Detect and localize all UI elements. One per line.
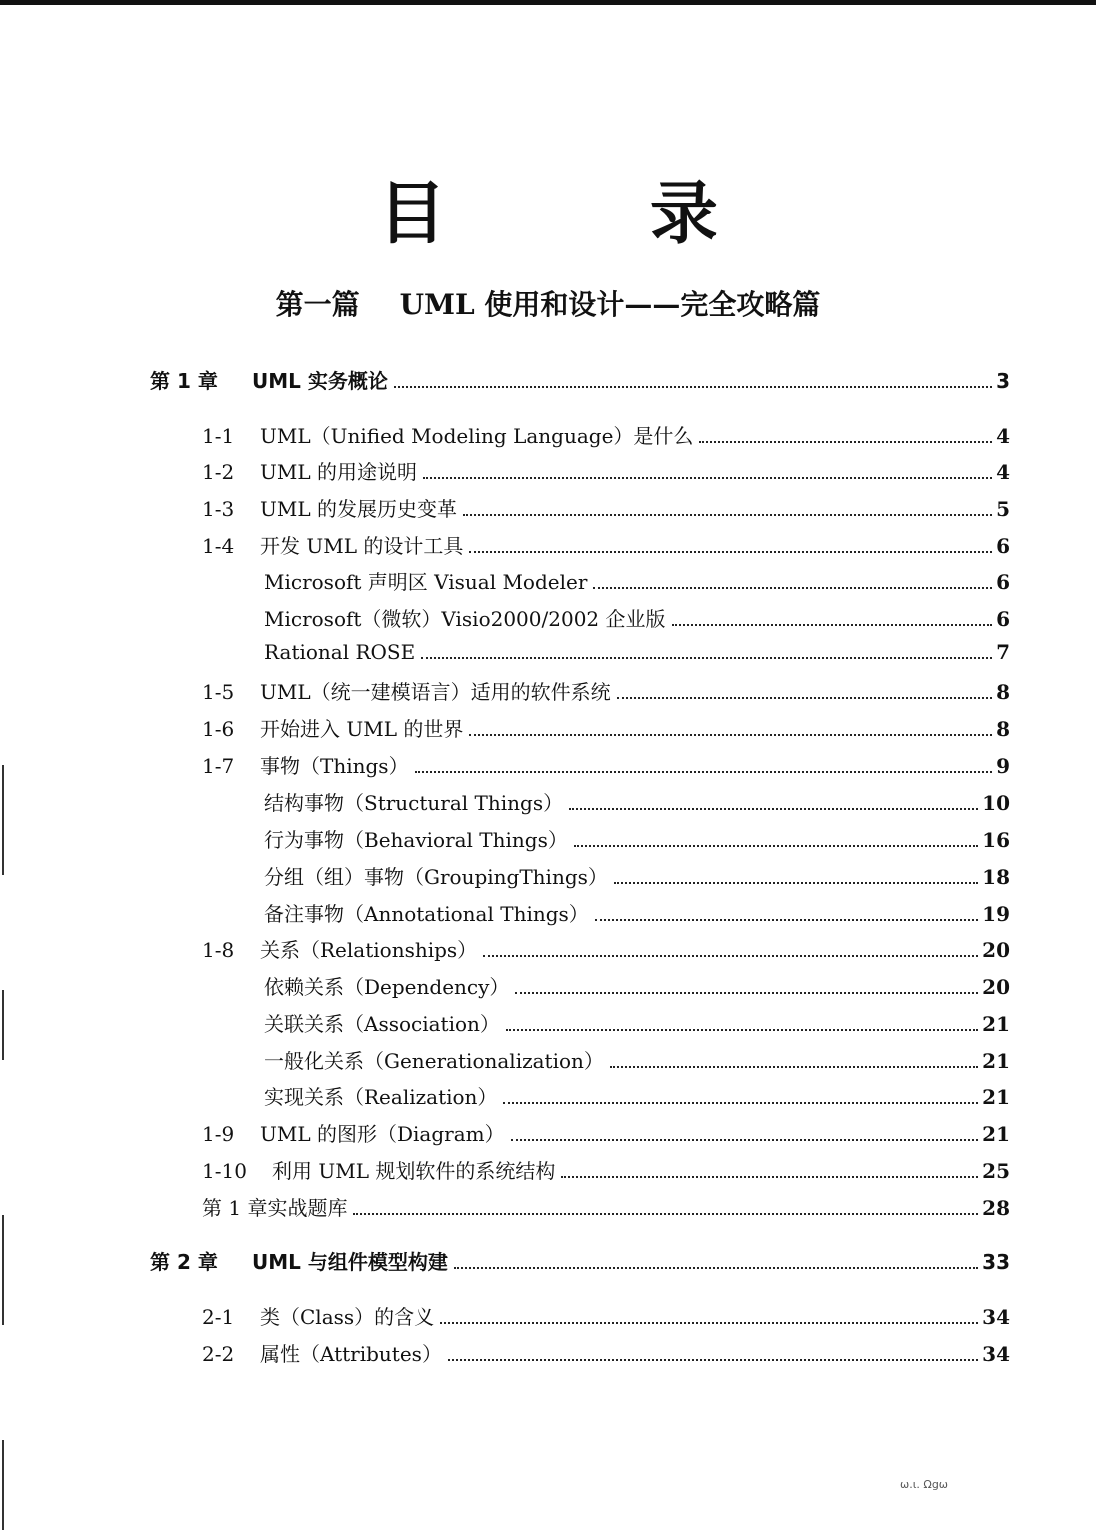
- toc-dot-leader: [440, 1322, 978, 1324]
- scan-artifact-line: [2, 765, 4, 875]
- toc-entry-title: 利用 UML 规划软件的系统结构: [272, 1159, 556, 1183]
- toc-entry-title: UML（统一建模语言）适用的软件系统: [260, 680, 611, 704]
- toc-entry-page: 34: [982, 1305, 1010, 1329]
- toc-entry-title: 备注事物（Annotational Things）: [264, 902, 589, 926]
- toc-entry-title: 实现关系（Realization）: [264, 1085, 498, 1109]
- toc-dot-leader: [469, 734, 992, 736]
- toc-entry: [150, 365, 1010, 394]
- toc-dot-leader: [593, 587, 992, 589]
- page-title: 目 录: [378, 175, 808, 254]
- toc-dot-leader: [503, 1102, 978, 1104]
- footer-scan-mark: ω.ι. Ωgω: [900, 1478, 949, 1491]
- toc-entry: [264, 566, 1010, 595]
- toc-dot-leader: [672, 624, 993, 626]
- toc-entry: [264, 787, 1010, 816]
- toc-entry-page: 20: [982, 975, 1010, 999]
- toc-entry-number: 1-2: [202, 460, 235, 484]
- toc-entry-number: 第 1 章: [150, 369, 218, 393]
- toc-dot-leader: [423, 477, 992, 479]
- toc-entry-page: 20: [982, 938, 1010, 962]
- toc-entry-title: UML 的发展历史变革: [260, 497, 457, 521]
- toc-entry-title: 开发 UML 的设计工具: [260, 534, 464, 558]
- toc-entry: [202, 676, 1010, 705]
- toc-entry-title: 关系（Relationships）: [260, 938, 478, 962]
- toc-dot-leader: [353, 1213, 978, 1215]
- toc-entry: [202, 750, 1010, 779]
- toc-entry: [202, 713, 1010, 742]
- toc-entry-title: 属性（Attributes）: [260, 1342, 442, 1366]
- toc-entry: [150, 1246, 1010, 1275]
- toc-entry-title: 事物（Things）: [260, 754, 409, 778]
- toc-entry-page: 8: [996, 680, 1010, 704]
- toc-entry-number: 1-9: [202, 1122, 235, 1146]
- toc-entry-page: 21: [982, 1049, 1010, 1073]
- toc-entry-title: 关联关系（Association）: [264, 1012, 500, 1036]
- toc-entry: [202, 456, 1010, 485]
- toc-dot-leader: [421, 657, 992, 659]
- toc-entry-page: 7: [996, 640, 1010, 664]
- toc-entry: [264, 971, 1010, 1000]
- toc-entry: [202, 493, 1010, 522]
- toc-entry-page: 19: [982, 902, 1010, 926]
- toc-dot-leader: [394, 386, 992, 388]
- toc-entry-title: 类（Class）的含义: [260, 1305, 435, 1329]
- toc-entry-page: 6: [996, 570, 1010, 594]
- toc-entry-number: 1-10: [202, 1159, 247, 1183]
- toc-dot-leader: [463, 514, 992, 516]
- toc-dot-leader: [469, 551, 992, 553]
- toc-entry-number: 1-7: [202, 754, 235, 778]
- toc-entry-page: 33: [982, 1250, 1010, 1274]
- toc-entry-title: 第 1 章实战题库: [202, 1196, 348, 1220]
- toc-entry: [202, 530, 1010, 559]
- toc-dot-leader: [561, 1176, 978, 1178]
- toc-dot-leader: [483, 955, 978, 957]
- toc-entry-title: 一般化关系（Generationalization）: [264, 1049, 604, 1073]
- toc-entry-number: 2-2: [202, 1342, 235, 1366]
- toc-entry: [202, 420, 1010, 449]
- toc-entry-number: 1-3: [202, 497, 235, 521]
- toc-dot-leader: [614, 882, 978, 884]
- toc-entry-page: 16: [982, 828, 1010, 852]
- scan-artifact-line: [2, 1440, 4, 1530]
- toc-entry-number: 2-1: [202, 1305, 235, 1329]
- toc-entry: [264, 1081, 1010, 1110]
- toc-entry-title: UML 的图形（Diagram）: [260, 1122, 505, 1146]
- toc-entry-page: 6: [996, 534, 1010, 558]
- toc-entry: [202, 1118, 1010, 1147]
- toc-entry-page: 21: [982, 1085, 1010, 1109]
- toc-dot-leader: [506, 1029, 978, 1031]
- part-label: 第一篇: [275, 288, 360, 321]
- toc-entry-title: 开始进入 UML 的世界: [260, 717, 464, 741]
- toc-dot-leader: [448, 1359, 978, 1361]
- toc-entry-page: 21: [982, 1012, 1010, 1036]
- toc-entry-title: UML 与组件模型构建: [252, 1250, 448, 1274]
- part-heading: [0, 283, 1096, 323]
- toc-entry-number: 1-1: [202, 424, 235, 448]
- toc-entry-number: 1-8: [202, 938, 235, 962]
- toc-entry-page: 9: [996, 754, 1010, 778]
- toc-entry-title: Rational ROSE: [264, 640, 416, 664]
- toc-dot-leader: [574, 845, 978, 847]
- toc-entry-title: Microsoft（微软）Visio2000/2002 企业版: [264, 607, 666, 631]
- scan-artifact-line: [2, 990, 4, 1060]
- toc-entry: [202, 1301, 1010, 1330]
- toc-entry-page: 6: [996, 607, 1010, 631]
- toc-entry-title: Microsoft 声明区 Visual Modeler: [264, 570, 588, 594]
- top-border-rule: [0, 0, 1096, 5]
- toc-entry-title: 分组（组）事物（GroupingThings）: [264, 865, 608, 889]
- toc-dot-leader: [617, 697, 992, 699]
- toc-entry: [264, 824, 1010, 853]
- toc-dot-leader: [699, 441, 992, 443]
- toc-entry-title: 行为事物（Behavioral Things）: [264, 828, 568, 852]
- toc-entry-page: 25: [982, 1159, 1010, 1183]
- toc-entry-title: UML 的用途说明: [260, 460, 417, 484]
- toc-entry: [202, 1192, 1010, 1221]
- toc-entry-title: 依赖关系（Dependency）: [264, 975, 510, 999]
- toc-entry-page: 4: [996, 460, 1010, 484]
- toc-entry: [202, 934, 1010, 963]
- toc-dot-leader: [515, 992, 978, 994]
- toc-entry-page: 8: [996, 717, 1010, 741]
- toc-dot-leader: [610, 1066, 978, 1068]
- toc-entry-page: 10: [982, 791, 1010, 815]
- toc-dot-leader: [595, 919, 978, 921]
- toc-entry: [202, 1155, 1010, 1184]
- toc-entry: [264, 1008, 1010, 1037]
- toc-entry-number: 1-5: [202, 680, 235, 704]
- toc-entry-number: 1-4: [202, 534, 235, 558]
- toc-entry-page: 21: [982, 1122, 1010, 1146]
- toc-entry: [202, 1338, 1010, 1367]
- toc-entry: [264, 861, 1010, 890]
- toc-entry: [264, 603, 1010, 632]
- scan-artifact-line: [2, 1215, 4, 1325]
- toc-dot-leader: [415, 771, 993, 773]
- toc-entry: [264, 640, 1010, 664]
- toc-dot-leader: [569, 808, 978, 810]
- toc-entry: [264, 1045, 1010, 1074]
- toc-entry: [264, 898, 1010, 927]
- toc-dot-leader: [454, 1267, 978, 1269]
- toc-entry-page: 28: [982, 1196, 1010, 1220]
- part-title-text: UML 使用和设计——完全攻略篇: [399, 288, 821, 321]
- toc-entry-page: 5: [996, 497, 1010, 521]
- toc-entry-title: 结构事物（Structural Things）: [264, 791, 564, 815]
- toc-entry-title: UML 实务概论: [252, 369, 388, 393]
- toc-entry-page: 4: [996, 424, 1010, 448]
- toc-entry-title: UML（Unified Modeling Language）是什么: [260, 424, 694, 448]
- toc-entry-page: 3: [996, 369, 1010, 393]
- toc-dot-leader: [511, 1139, 979, 1141]
- toc-entry-page: 18: [982, 865, 1010, 889]
- toc-entry-number: 1-6: [202, 717, 235, 741]
- toc-entry-page: 34: [982, 1342, 1010, 1366]
- toc-entry-number: 第 2 章: [150, 1250, 218, 1274]
